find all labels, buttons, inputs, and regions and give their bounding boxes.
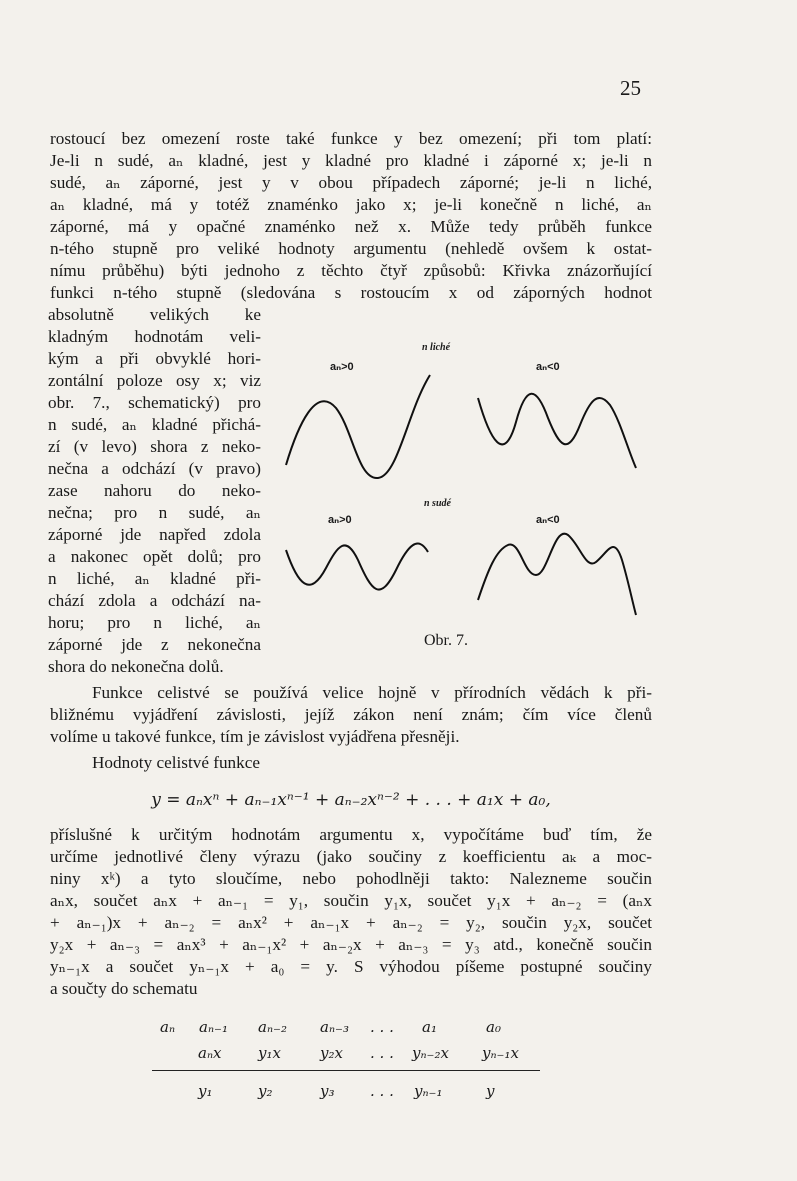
- text-line: shora do nekonečna dolů.: [48, 657, 224, 676]
- text-line: záporné jde napřed zdola: [48, 525, 261, 544]
- figure-7: [268, 330, 652, 660]
- text-line: n liché, aₙ kladné při-: [48, 569, 261, 588]
- text-line: n-tého stupně pro veliké hodnoty argumentu (nehledě ovšem k ostat-: [50, 239, 652, 258]
- polynomial-formula: y = aₙxⁿ + aₙ₋₁xⁿ⁻¹ + aₙ₋₂xⁿ⁻² + . . . + a₁x + a₀,: [151, 790, 551, 810]
- text-line: záporné, má y opačné znaménko než x. Může tedy průběh funkce: [50, 217, 652, 236]
- scheme-rule: [152, 1070, 540, 1071]
- text-line: sudé, aₙ záporné, jest y v obou případech záporné; je-li n liché,: [50, 173, 652, 192]
- scheme-cell: a₀: [486, 1018, 501, 1036]
- scheme-cell: y₂: [258, 1082, 273, 1100]
- figure-caption: Obr. 7.: [424, 632, 468, 649]
- scheme-cell: a₁: [422, 1018, 437, 1036]
- text-line: obr. 7., schematický) pro: [48, 393, 261, 412]
- scheme-cell: aₙx: [198, 1044, 222, 1062]
- scheme-cell: . . .: [370, 1044, 394, 1062]
- text-line: nečna a odchází (v pravo): [48, 459, 261, 478]
- figure-label: aₙ>0: [328, 514, 352, 526]
- curve-even-positive: [286, 544, 428, 590]
- text-line: příslušné k určitým hodnotám argumentu x, vypočítáme buď tím, že: [50, 825, 652, 844]
- scheme-cell: y₁x: [258, 1044, 281, 1062]
- text-line: absolutně velikých ke: [48, 305, 261, 324]
- scheme-cell: aₙ₋₁: [199, 1018, 228, 1036]
- text-line: horu; pro n liché, aₙ: [48, 613, 261, 632]
- figure-heading-even: n sudé: [424, 498, 451, 509]
- figure-heading-odd: n liché: [422, 342, 451, 353]
- text-line: určíme jednotlivé členy výrazu (jako součiny z koefficientu aₖ a moc-: [50, 847, 652, 866]
- scheme-cell: . . .: [370, 1082, 394, 1100]
- scheme-cell: y₂x: [320, 1044, 343, 1062]
- scheme-cell: yₙ₋₁x: [482, 1044, 519, 1062]
- figure-label: aₙ<0: [536, 361, 560, 373]
- text-line: nečna; pro n sudé, aₙ: [48, 503, 261, 522]
- text-line: zí (v levo) shora z neko-: [48, 437, 261, 456]
- text-line: funkci n-tého stupně (sledována s rostoucím x od záporných hodnot: [50, 283, 652, 302]
- scheme-cell: aₙ₋₃: [320, 1018, 349, 1036]
- text-line: n sudé, aₙ kladné přichá-: [48, 415, 261, 434]
- text-line: a součty do schematu: [50, 979, 198, 998]
- figure-label: aₙ<0: [536, 514, 560, 526]
- text-line: kým a při obvyklé hori-: [48, 349, 261, 368]
- text-line: zontální poloze osy x; viz: [48, 371, 261, 390]
- text-line: kladným hodnotám veli-: [48, 327, 261, 346]
- text-line: nímu průběhu) býti jednoho z těchto čtyř způsobů: Křivka znázorňující: [50, 261, 652, 280]
- text-line: aₙx, součet aₙx + aₙ₋₁ = y₁, součin y₁x, součet y₁x + aₙ₋₂ = (aₙx: [50, 891, 652, 910]
- scheme-cell: yₙ₋₁: [414, 1082, 443, 1100]
- text-line: niny xᵏ) a tyto sloučíme, nebo pohodlněji takto: Nalezneme součin: [50, 869, 652, 888]
- text-line: Hodnoty celistvé funkce: [92, 753, 261, 772]
- text-line: chází zdola a odchází na-: [48, 591, 261, 610]
- scheme-cell: y₁: [198, 1082, 213, 1100]
- page-number: 25: [620, 76, 641, 100]
- text-line: volíme u takové funkce, tím je závislost vyjádřena přesněji.: [50, 727, 460, 746]
- scheme-cell: y₃: [320, 1082, 335, 1100]
- curve-even-negative: [478, 534, 636, 615]
- figure-curves: [268, 330, 652, 630]
- text-line: zase nahoru do neko-: [48, 481, 261, 500]
- text-line: a nakonec opět dolů; pro: [48, 547, 261, 566]
- text-line: bližnému vyjádření závislosti, jejíž zákon není znám; čím více členů: [50, 705, 652, 724]
- figure-label: aₙ>0: [330, 361, 354, 373]
- text-line: y₂x + aₙ₋₃ = aₙx³ + aₙ₋₁x² + aₙ₋₂x + aₙ₋₃ = y₃ atd., konečně součin: [50, 935, 652, 954]
- text-line: aₙ kladné, má y totéž znaménko jako x; je-li konečně n liché, aₙ: [50, 195, 652, 214]
- scheme-cell: aₙ: [160, 1018, 176, 1036]
- text-line: záporné jde z nekonečna: [48, 635, 261, 654]
- scheme-cell: aₙ₋₂: [258, 1018, 287, 1036]
- scheme-cell: yₙ₋₂x: [412, 1044, 449, 1062]
- text-line: yₙ₋₁x a součet yₙ₋₁x + a₀ = y. S výhodou píšeme postupné součiny: [50, 957, 652, 976]
- text-line: rostoucí bez omezení roste také funkce y bez omezení; při tom platí:: [50, 129, 652, 148]
- text-line: Je-li n sudé, aₙ kladné, jest y kladné pro kladné i záporné x; je-li n: [50, 151, 652, 170]
- scheme-cell: y: [486, 1082, 495, 1100]
- curve-odd-negative: [478, 394, 636, 468]
- scheme-cell: . . .: [370, 1018, 394, 1036]
- text-line: + aₙ₋₁)x + aₙ₋₂ = aₙx² + aₙ₋₁x + aₙ₋₂ = y₂, součin y₂x, součet: [50, 913, 652, 932]
- curve-odd-positive: [286, 375, 430, 478]
- text-line: Funkce celistvé se používá velice hojně v přírodních vědách k při-: [92, 683, 652, 702]
